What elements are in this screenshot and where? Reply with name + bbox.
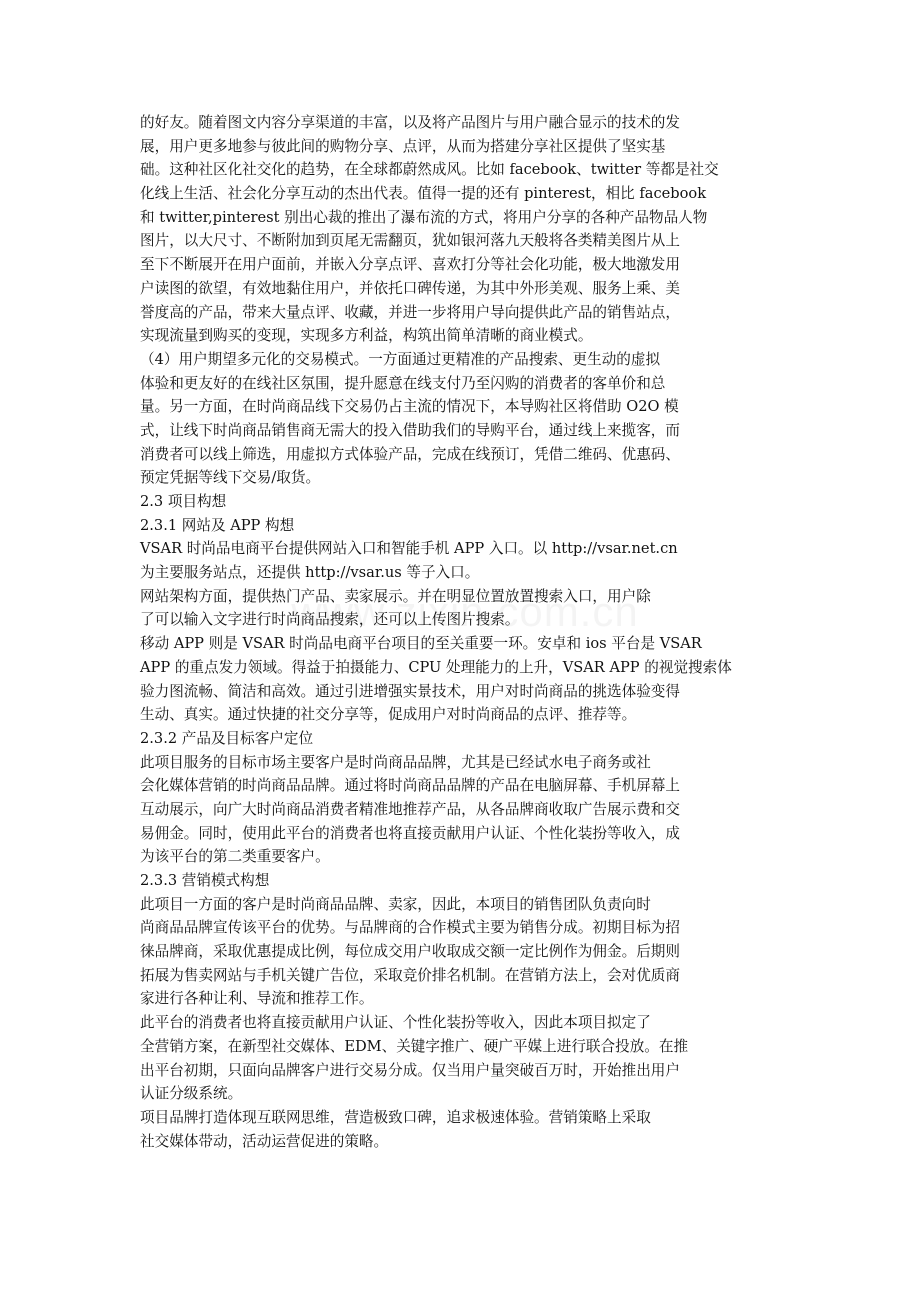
text-line: 2.3.2 产品及目标客户定位 bbox=[140, 729, 314, 747]
text-line: 拓展为售卖网站与手机关键广告位，采取竞价排名机制。在营销方法上，会对优质商 bbox=[140, 966, 680, 984]
text-line: 预定凭据等线下交易/取货。 bbox=[140, 469, 321, 487]
text-line: 互动展示，向广大时尚商品消费者精准地推荐产品，从各品牌商收取广告展示费和交 bbox=[140, 800, 680, 818]
text-line: 为该平台的第二类重要客户。 bbox=[140, 848, 330, 866]
text-line: 2.3.1 网站及 APP 构想 bbox=[140, 516, 295, 534]
text-line: 展，用户更多地参与彼此间的购物分享、点评，从而为搭建分享社区提供了坚实基 bbox=[140, 137, 666, 155]
text-line: 消费者可以线上筛选，用虚拟方式体验产品，完成在线预订，凭借二维码、优惠码、 bbox=[140, 445, 680, 463]
text-line: 易佣金。同时，使用此平台的消费者也将直接贡献用户认证、个性化装扮等收入，成 bbox=[140, 824, 680, 842]
text-line: 户读图的欲望，有效地黏住用户，并依托口碑传递，为其中外形美观、服务上乘、美 bbox=[140, 279, 680, 297]
text-line: 至下不断展开在用户面前，并嵌入分享点评、喜欢打分等社会化功能，极大地激发用 bbox=[140, 256, 680, 274]
text-line: 量。另一方面，在时尚商品线下交易仍占主流的情况下，本导购社区将借助 O2O 模 bbox=[140, 398, 679, 416]
text-line: 为主要服务站点，还提供 http://vsar.us 等子入口。 bbox=[140, 564, 480, 582]
text-line: 此项目一方面的客户是时尚商品品牌、卖家，因此，本项目的销售团队负责向时 bbox=[140, 895, 651, 913]
text-line: 图片，以大尺寸、不断附加到页尾无需翻页，犹如银河落九天般将各类精美图片从上 bbox=[140, 232, 680, 250]
text-line: 了可以输入文字进行时尚商品搜索，还可以上传图片搜索。 bbox=[140, 611, 520, 629]
document-body bbox=[140, 111, 800, 1153]
text-line: 生动、真实。通过快捷的社交分享等，促成用户对时尚商品的点评、推荐等。 bbox=[140, 706, 637, 724]
text-line: 社交媒体带动，活动运营促进的策略。 bbox=[140, 1132, 389, 1150]
text-line: 誉度高的产品，带来大量点评、收藏，并进一步将用户导向提供此产品的销售站点， bbox=[140, 303, 680, 321]
text-line: 和 twitter,pinterest 别出心裁的推出了瀑布流的方式，将用户分享的各种产品物品人物 bbox=[140, 208, 708, 226]
text-line: 移动 APP 则是 VSAR 时尚品电商平台项目的至关重要一环。安卓和 ios 平台是 VSAR bbox=[140, 635, 702, 653]
text-line: 实现流量到购买的变现，实现多方利益，构筑出简单清晰的商业模式。 bbox=[140, 327, 593, 345]
text-line: 2.3.3 营销模式构想 bbox=[140, 872, 270, 889]
text-line: 的好友。随着图文内容分享渠道的丰富，以及将产品图片与用户融合显示的技术的发 bbox=[140, 114, 680, 131]
text-line: 出平台初期，只面向品牌客户进行交易分成。仅当用户量突破百万时，开始推出用户 bbox=[140, 1061, 680, 1079]
text-line: 2.3 项目构想 bbox=[140, 493, 227, 510]
text-line: 家进行各种让利、导流和推荐工作。 bbox=[140, 990, 374, 1008]
text-line: 式，让线下时尚商品销售商无需大的投入借助我们的导购平台，通过线上来揽客，而 bbox=[140, 421, 680, 439]
text-line: 项目品牌打造体现互联网思维，营造极致口碑，追求极速体验。营销策略上采取 bbox=[140, 1108, 651, 1126]
text-line: 化线上生活、社会化分享互动的杰出代表。值得一提的还有 pinterest，相比 facebook bbox=[140, 185, 707, 203]
text-line: 验力图流畅、简洁和高效。通过引进增强实景技术，用户对时尚商品的挑选体验变得 bbox=[140, 682, 680, 700]
text-line: 全营销方案，在新型社交媒体、EDM、关键字推广、硬广平媒上进行联合投放。在推 bbox=[140, 1037, 689, 1055]
text-line: 尚商品品牌宣传该平台的优势。与品牌商的合作模式主要为销售分成。初期目标为招 bbox=[140, 919, 680, 937]
text-line: 体验和更友好的在线社区氛围，提升愿意在线支付乃至闪购的消费者的客单价和总 bbox=[140, 374, 666, 392]
text-line: 础。这种社区化社交化的趋势，在全球都蔚然成风。比如 facebook、twitter 等都是社交 bbox=[140, 161, 719, 179]
text-line: （4）用户期望多元化的交易模式。一方面通过更精准的产品搜索、更生动的虚拟 bbox=[140, 350, 661, 368]
text-line: 此平台的消费者也将直接贡献用户认证、个性化装扮等收入，因此本项目拟定了 bbox=[140, 1014, 651, 1032]
text-line: 此项目服务的目标市场主要客户是时尚商品品牌，尤其是已经试水电子商务或社 bbox=[140, 753, 651, 771]
text-line: 会化媒体营销的时尚商品品牌。通过将时尚商品品牌的产品在电脑屏幕、手机屏幕上 bbox=[140, 777, 680, 795]
text-line: 认证分级系统。 bbox=[140, 1085, 243, 1103]
text-line: VSAR 时尚品电商平台提供网站入口和智能手机 APP 入口。以 http://vsar.net.cn bbox=[140, 540, 678, 558]
text-line: 徕品牌商，采取优惠提成比例，每位成交用户收取成交额一定比例作为佣金。后期则 bbox=[140, 943, 680, 961]
text-line: APP 的重点发力领域。得益于拍摄能力、CPU 处理能力的上升，VSAR APP 的视觉搜索体 bbox=[140, 658, 732, 676]
text-line: 网站架构方面，提供热门产品、卖家展示。并在明显位置放置搜索入口，用户除 bbox=[140, 587, 651, 605]
